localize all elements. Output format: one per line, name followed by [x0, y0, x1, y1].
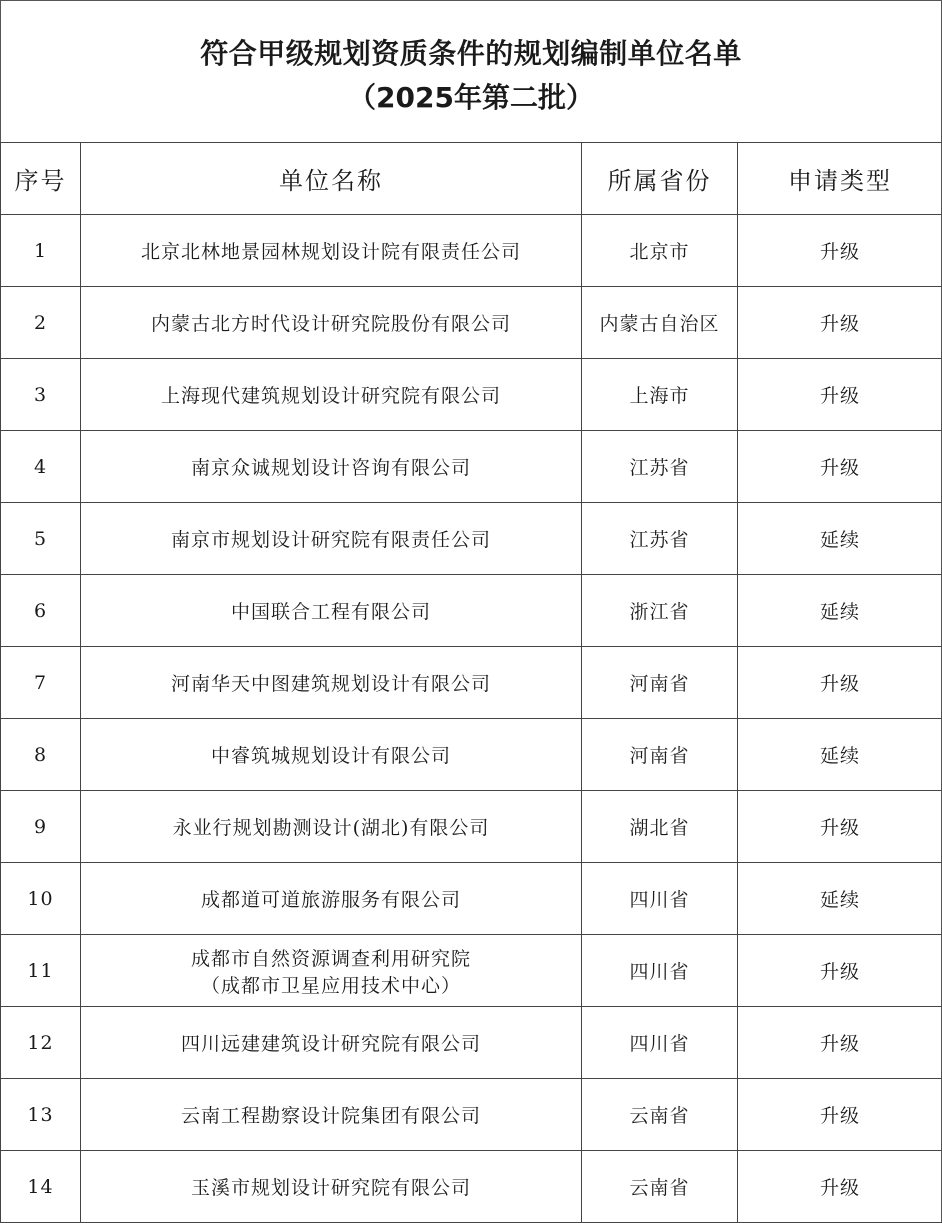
- row-index: 8: [1, 719, 81, 791]
- table-row: [1, 1079, 942, 1151]
- unit-name-line: 内蒙古北方时代设计研究院股份有限公司: [150, 313, 511, 335]
- row-province: 河南省: [582, 647, 738, 719]
- table-row: [1, 719, 942, 791]
- unit-name-line: 北京北林地景园林规划设计院有限责任公司: [140, 241, 521, 263]
- unit-name-line: 云南工程勘察设计院集团有限公司: [180, 1105, 481, 1127]
- unit-name-line: 南京市规划设计研究院有限责任公司: [170, 529, 491, 551]
- row-application-type: 升级: [738, 287, 942, 359]
- table-row: [1, 215, 942, 287]
- row-index: 4: [1, 431, 81, 503]
- row-unit-name: [81, 287, 582, 359]
- table-header-row: [1, 143, 942, 215]
- row-province: 四川省: [582, 935, 738, 1007]
- row-index: 9: [1, 791, 81, 863]
- row-province: 云南省: [582, 1079, 738, 1151]
- row-province: 江苏省: [582, 431, 738, 503]
- header-province: 所属省份: [582, 143, 738, 215]
- unit-name-line: 玉溪市规划设计研究院有限公司: [190, 1177, 471, 1199]
- unit-name-alias: （成都市卫星应用技术中心）: [200, 974, 461, 997]
- row-index: 13: [1, 1079, 81, 1151]
- row-province: 河南省: [582, 719, 738, 791]
- unit-name-line: 四川远建建筑设计研究院有限公司: [180, 1033, 481, 1055]
- row-unit-name: [81, 863, 582, 935]
- row-index: 7: [1, 647, 81, 719]
- row-unit-name: [81, 647, 582, 719]
- unit-name-line: 河南华天中图建筑规划设计有限公司: [170, 673, 491, 695]
- unit-name-line: 成都道可道旅游服务有限公司: [200, 889, 461, 911]
- header-type: 申请类型: [738, 143, 942, 215]
- row-index: 6: [1, 575, 81, 647]
- row-province: 四川省: [582, 863, 738, 935]
- unit-name-line: 中国联合工程有限公司: [230, 601, 431, 623]
- row-index: 12: [1, 1007, 81, 1079]
- unit-name-line: 成都市自然资源调查利用研究院: [190, 947, 471, 970]
- row-index: 10: [1, 863, 81, 935]
- table-row: [1, 575, 942, 647]
- row-unit-name: [81, 215, 582, 287]
- table-row: [1, 935, 942, 1007]
- table-row: [1, 791, 942, 863]
- row-application-type: 升级: [738, 359, 942, 431]
- table-row: [1, 431, 942, 503]
- row-province: 浙江省: [582, 575, 738, 647]
- row-application-type: 延续: [738, 503, 942, 575]
- document-subtitle: （2025年第二批）: [348, 81, 594, 114]
- row-unit-name: [81, 1007, 582, 1079]
- table-row: [1, 287, 942, 359]
- row-application-type: 延续: [738, 719, 942, 791]
- header-index: 序号: [1, 143, 81, 215]
- row-unit-name: [81, 431, 582, 503]
- table-row: [1, 863, 942, 935]
- row-province: 内蒙古自治区: [582, 287, 738, 359]
- row-application-type: 延续: [738, 575, 942, 647]
- row-unit-name: [81, 503, 582, 575]
- row-unit-name: [81, 359, 582, 431]
- row-unit-name: [81, 1151, 582, 1223]
- unit-name-line: 南京众诚规划设计咨询有限公司: [190, 457, 471, 479]
- row-application-type: 升级: [738, 935, 942, 1007]
- row-province: 江苏省: [582, 503, 738, 575]
- table-row: [1, 647, 942, 719]
- row-index: 14: [1, 1151, 81, 1223]
- row-province: 云南省: [582, 1151, 738, 1223]
- row-index: 2: [1, 287, 81, 359]
- table-body: [1, 215, 942, 1223]
- row-index: 11: [1, 935, 81, 1007]
- row-unit-name: [81, 935, 582, 1007]
- document-title: 符合甲级规划资质条件的规划编制单位名单: [200, 37, 742, 70]
- table-row: [1, 1151, 942, 1223]
- row-application-type: 升级: [738, 215, 942, 287]
- row-application-type: 升级: [738, 1007, 942, 1079]
- row-application-type: 升级: [738, 1079, 942, 1151]
- row-application-type: 升级: [738, 1151, 942, 1223]
- row-application-type: 延续: [738, 863, 942, 935]
- table-row: [1, 359, 942, 431]
- row-application-type: 升级: [738, 647, 942, 719]
- unit-name-line: 永业行规划勘测设计(湖北)有限公司: [172, 817, 490, 839]
- row-province: 四川省: [582, 1007, 738, 1079]
- row-province: 上海市: [582, 359, 738, 431]
- row-index: 5: [1, 503, 81, 575]
- table-row: [1, 503, 942, 575]
- row-unit-name: [81, 791, 582, 863]
- unit-name-line: 中睿筑城规划设计有限公司: [210, 745, 451, 767]
- unit-list-table: [0, 142, 942, 1223]
- row-application-type: 升级: [738, 431, 942, 503]
- table-row: [1, 1007, 942, 1079]
- unit-name-line: 上海现代建筑规划设计研究院有限公司: [160, 385, 501, 407]
- row-unit-name: [81, 575, 582, 647]
- row-unit-name: [81, 719, 582, 791]
- row-unit-name: [81, 1079, 582, 1151]
- row-province: 北京市: [582, 215, 738, 287]
- row-application-type: 升级: [738, 791, 942, 863]
- row-province: 湖北省: [582, 791, 738, 863]
- header-name: 单位名称: [81, 143, 582, 215]
- row-index: 1: [1, 215, 81, 287]
- title-block: [0, 0, 942, 142]
- row-index: 3: [1, 359, 81, 431]
